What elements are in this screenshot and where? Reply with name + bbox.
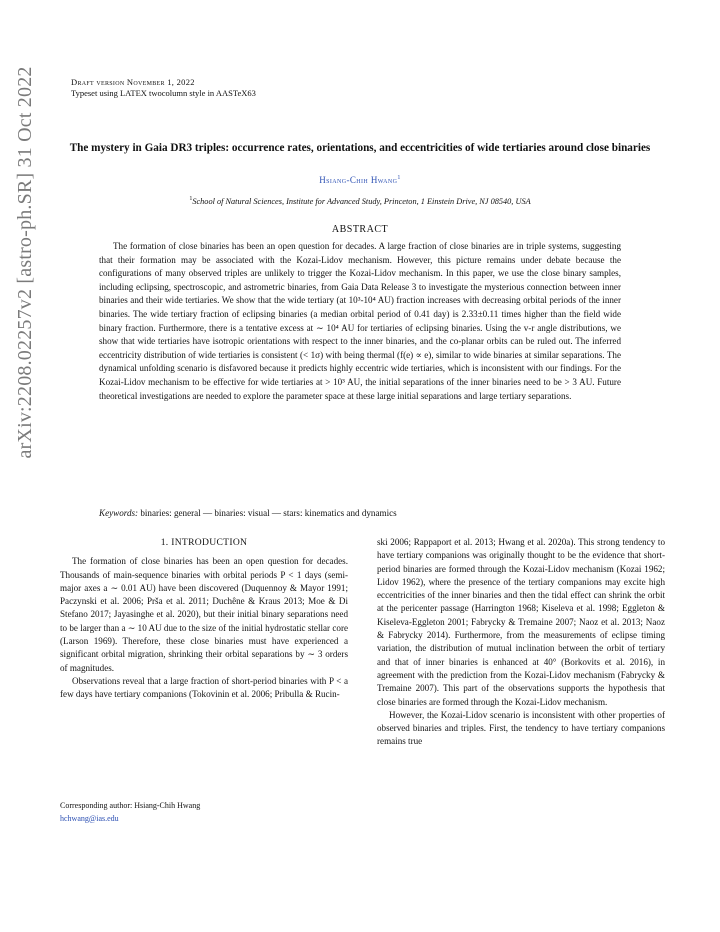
- intro-paragraph-3: However, the Kozai-Lidov scenario is inconsistent with other properties of observed binaries and triples. First, the tendency to have tertiary companions remains true: [377, 709, 665, 747]
- keywords-list: binaries: general — binaries: visual — stars: kinematics and dynamics: [140, 508, 397, 518]
- left-column: [60, 536, 348, 702]
- arxiv-stamp[interactable]: arXiv:2208.02257v2 [astro-ph.SR] 31 Oct 2022: [14, 66, 36, 459]
- draft-line: Draft version November 1, 2022: [71, 77, 195, 87]
- keywords-label: Keywords:: [99, 508, 139, 518]
- affiliation: [60, 196, 660, 206]
- section-heading-introduction: 1. INTRODUCTION: [160, 537, 248, 548]
- keywords: [99, 508, 621, 518]
- author-name[interactable]: Hsiang-Chih Hwang: [319, 175, 398, 185]
- affiliation-text: School of Natural Sciences, Institute for Advanced Study, Princeton, 1 Einstein Drive, NJ 08540, USA: [192, 196, 531, 206]
- author-sup: 1: [397, 175, 401, 181]
- typeset-line: Typeset using LATEX twocolumn style in AASTeX63: [71, 88, 256, 98]
- paper-title: The mystery in Gaia DR3 triples: occurrence rates, orientations, and eccentricities of wide tertiaries around close binaries: [69, 142, 651, 154]
- intro-paragraph-1: The formation of close binaries has been an open question for decades. Thousands of main-sequence binaries with orbital periods P < 1 days (semi-major axes a ∼ 0.01 AU) have been discovered (Duquennoy & Mayor 1991; Paczynski et al. 2006; Prša et al. 2011; Duchêne & Kraus 2013; Moe & Di Stefano 2017; Jayasinghe et al. 2020), but their initial binary separations need to be larger than a ∼ 10 AU due to the size of the initial hydrostatic stellar core (Larson 1969). Therefore, these close binaries must have experienced a significant orbital migration, shrinking their orbital separations by ∼ 3 orders of magnitudes.: [60, 556, 349, 673]
- abstract-body: The formation of close binaries has been an open question for decades. A large fraction of close binaries are in triple systems, suggesting that their formation may be associated with the Kozai-Lidov mechanism. However, this picture remains under debate because the configurations of many observed triples are unlikely to trigger the Kozai-Lidov mechanism. In this paper, we use the close binary samples, including eclipsing, spectroscopic, and astrometric binaries, from Gaia Data Release 3 to investigate the mysterious connection between inner binaries and their wide tertiaries. We show that the wide tertiary (at 10³-10⁴ AU) fraction increases with decreasing orbital periods of the inner binaries. The wide tertiary fraction of eclipsing binaries (a median orbital period of 0.41 day) is 2.33±0.11 times higher than the field wide binary fraction. Furthermore, there is a tentative excess at ∼ 10⁴ AU for tertiaries of eclipsing binaries. Using the v-r angle distributions, we show that wide tertiaries have isotropic orientations with respect to the inner binaries, and the co-planar orbits can be ruled out. The inferred eccentricity distribution of wide tertiaries is consistent (< 1σ) with being thermal (f(e) ∝ e), similar to wide binaries at similar separations. The dynamical unfolding scenario is disfavored because it predicts highly eccentric wide tertiaries, which is inconsistent with our findings. For the Kozai-Lidov mechanism to be effective for wide tertiaries at > 10³ AU, the initial separations of the inner binaries need to be > 3 AU. Future theoretical investigations are needed to explore the parameter space at these large initial separations and large tertiary separations.: [99, 241, 621, 401]
- corresponding-author: Corresponding author: Hsiang-Chih Hwang: [60, 801, 201, 810]
- affiliation-sup: 1: [189, 196, 193, 202]
- abstract-heading: ABSTRACT: [331, 224, 389, 235]
- draft-header: [71, 77, 256, 99]
- corresponding-author-footnote: [60, 799, 348, 825]
- intro-paragraph-2-cont: ski 2006; Rappaport et al. 2013; Hwang et al. 2020a). This strong tendency to have tertiary companions was originally thought to be the evidence that short-period binaries are formed through the Kozai-Lidov mechanism (Kozai 1962; Lidov 1962), where the presence of the tertiary companions may excite high eccentricities of the inner binaries and then the tidal effect can shrink the orbit at the pericenter passage (Harrington 1968; Kiseleva et al. 1998; Eggleton & Kiseleva-Eggleton 2001; Fabrycky & Tremaine 2007; Naoz et al. 2013; Naoz & Fabrycky 2014). Furthermore, from the measurements of eclipse timing variation, the distribution of mutual inclination between the orbit of tertiary and that of inner binaries is enhanced at 40° (Borkovits et al. 2016), in agreement with the prediction from the Kozai-Lidov mechanism (Fabrycky & Tremaine 2007). This part of the observations supports the hypothesis that close binaries are formed through the Kozai-Lidov mechanism.: [377, 537, 665, 707]
- right-column: [377, 536, 665, 749]
- author-line: [60, 175, 660, 185]
- intro-paragraph-2: Observations reveal that a large fraction of short-period binaries with P < a few days have tertiary companions (Tokovinin et al. 2006; Pribulla & Rucin-: [60, 675, 348, 700]
- author-email-link[interactable]: hchwang@ias.edu: [60, 814, 119, 823]
